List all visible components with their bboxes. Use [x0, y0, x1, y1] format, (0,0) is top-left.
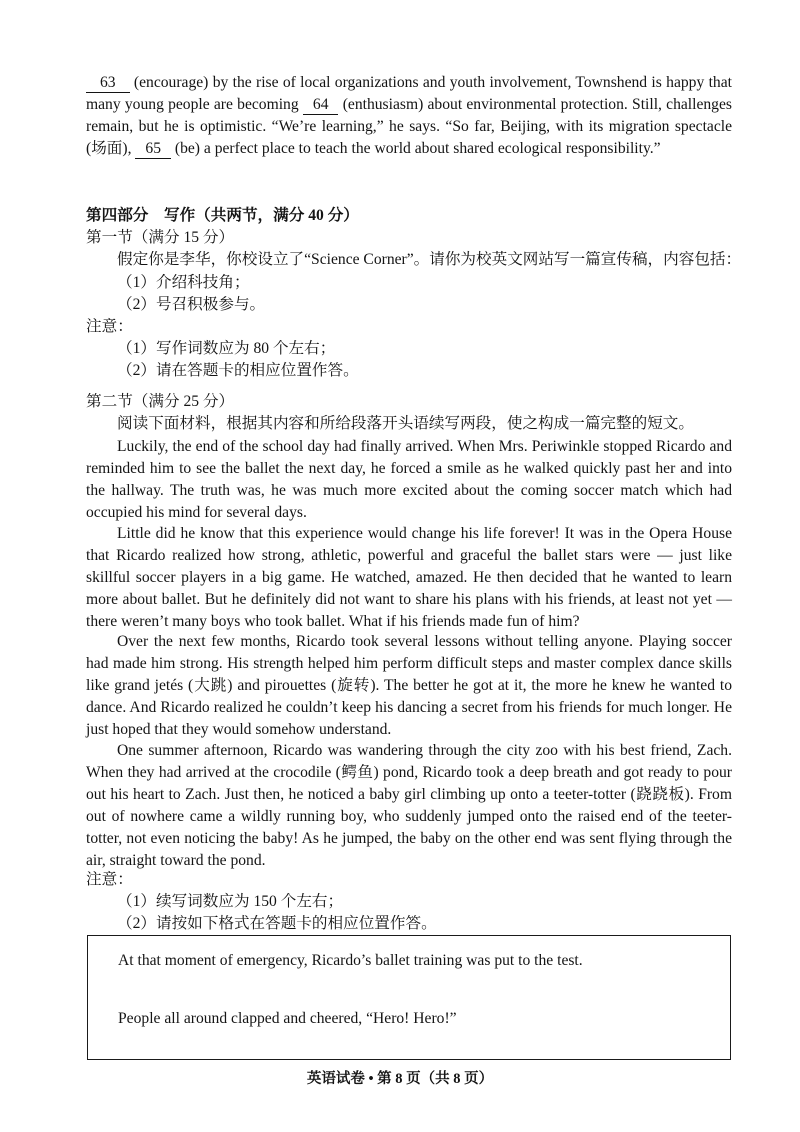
section1-note-1: （1）写作词数应为 80 个左右； [117, 340, 336, 357]
answer-opening-1: At that moment of emergency, Ricardo’s ballet training was put to the test. [118, 952, 583, 969]
section2-note-2: （2）请按如下格式在答题卡的相应位置作答。 [117, 915, 437, 932]
page-footer: 英语试卷 • 第 8 页（共 8 页） [306, 1071, 494, 1087]
passage-text-2: (enthusiasm) about environmental protection. Still, challenges remain, but he is optimistic. “We’re learning,” he says. “So far, Beijing, with its migration spectacle (场面), [86, 96, 732, 157]
section2-notes-label: 注意： [86, 871, 133, 888]
blank-63: 63 [86, 74, 130, 93]
part4-heading: 第四部分 写作（共两节，满分 40 分） [86, 207, 359, 224]
section1-prompt: 假定你是李华，你校设立了“Science Corner”。请你为校英文网站写一篇宣传稿，内容包括： [117, 251, 742, 268]
answer-opening-2: People all around clapped and cheered, “Hero! Hero!” [118, 1010, 457, 1027]
passage-text-3: (be) a perfect place to teach the world about shared ecological responsibility.” [174, 140, 661, 157]
answer-format-box [87, 935, 731, 1060]
blank-65: 65 [135, 140, 171, 159]
blank-64: 64 [303, 96, 339, 115]
story-paragraph-4: One summer afternoon, Ricardo was wandering through the city zoo with his best friend, Zach. When they had arrived at the crocodile (鳄鱼) pond, Ricardo took a deep breath and got ready to pour out his heart to Zach. Just then, he noticed a baby girl climbing up onto a teeter-totter (跷跷板). From out of nowhere came a wildly running boy, who suddenly jumped onto the raised end of the teeter-totter, not even noticing the baby! As he jumped, the baby on the other end was sent flying through the air, straight toward the pond. [86, 742, 732, 869]
story-paragraph-3: Over the next few months, Ricardo took several lessons without telling anyone. Playing soccer had made him strong. His strength helped him perform difficult steps and master complex dance skills like grand jetés (大跳) and pirouettes (旋转). The better he got at it, the more he knew he wanted to dance. And Ricardo realized he couldn’t keep his dancing a secret from his friends for much longer. He just hoped that they would somehow understand. [86, 633, 732, 738]
story-paragraph-1: Luckily, the end of the school day had finally arrived. When Mrs. Periwinkle stopped Ricardo and reminded him to see the ballet the next day, he forced a smile as he walked quickly past her and into the hallway. The truth was, he was much more excited about the coming soccer match which had occupied his mind for several days. [86, 438, 732, 521]
section1-item-2: （2）号召积极参与。 [117, 296, 266, 313]
passage-text-1: (encourage) by the rise of local organizations and youth involvement, Townshend is happy that many young people are becoming [86, 74, 732, 113]
section1-heading: 第一节（满分 15 分） [86, 229, 235, 246]
section1-notes-label: 注意： [86, 318, 133, 335]
section2-heading: 第二节（满分 25 分） [86, 393, 235, 410]
section2-note-1: （1）续写词数应为 150 个左右； [117, 893, 344, 910]
section1-item-1: （1）介绍科技角； [117, 274, 250, 291]
cloze-passage-end [86, 72, 732, 160]
section2-instruction: 阅读下面材料，根据其内容和所给段落开头语续写两段，使之构成一篇完整的短文。 [117, 415, 694, 432]
section1-note-2: （2）请在答题卡的相应位置作答。 [117, 362, 359, 379]
story-paragraph-2: Little did he know that this experience would change his life forever! It was in the Opera House that Ricardo realized how strong, athletic, powerful and graceful the ballet stars were — just like skillful soccer players in a big game. He watched, amazed. He then decided that he wanted to learn more about ballet. But he definitely did not want to share his plans with his friends, at least not yet — there weren’t many boys who took ballet. What if his friends made fun of him? [86, 525, 732, 630]
